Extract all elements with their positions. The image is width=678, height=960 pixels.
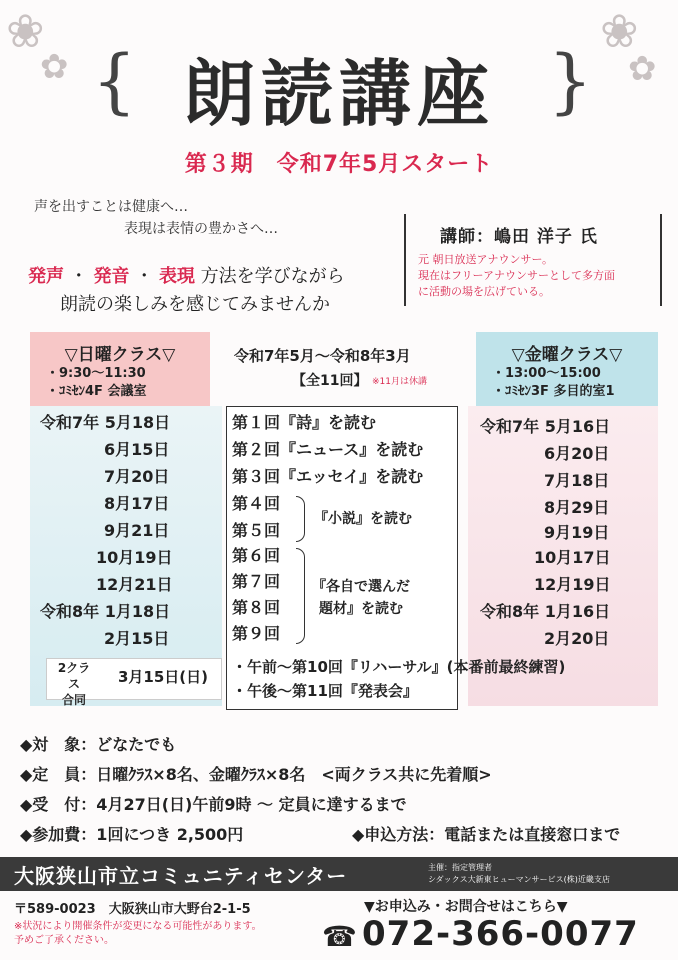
- sunday-date: 9月21日: [104, 521, 170, 540]
- group-novel-label: 『小説』を読む: [314, 511, 412, 527]
- friday-date: 2月20日: [544, 629, 610, 648]
- sunday-date: 令和7年 5月18日: [40, 413, 171, 432]
- method-voice: 発声: [28, 266, 64, 287]
- footer-note: [14, 920, 262, 948]
- friday-date: 12月19日: [534, 575, 611, 594]
- footer-note-line-1: ※状況により開催条件が変更になる可能性があります。: [14, 921, 262, 932]
- joint-label-line-2: 合同: [61, 693, 86, 707]
- organizer-line-1: 主催：指定管理者: [428, 863, 492, 872]
- final-session-pm: ・午後～第11回『発表会』: [232, 682, 418, 700]
- sunday-date: 2月15日: [104, 629, 170, 648]
- group-free-line-2: 題材』を読む: [319, 601, 403, 617]
- schedule-period: 令和7年5月～令和8年3月: [234, 347, 411, 365]
- session-item: 第２回『ニュース』を読む: [232, 440, 424, 459]
- final-session-am: ・午前～第10回『リハーサル』(本番前最終練習): [232, 658, 566, 676]
- session-item: 第３回『エッセイ』を読む: [232, 467, 424, 486]
- friday-date: 6月20日: [544, 444, 610, 463]
- sunday-class-place: ・ｺﾐｾﾝ4F 会議室: [46, 384, 147, 399]
- lecturer-name: 講師：嶋田 洋子 氏: [440, 227, 598, 247]
- lecturer-desc-line: 現在はフリーアナウンサーとして多方面: [418, 269, 616, 282]
- group-bracket: [296, 548, 305, 644]
- session-item: 第７回: [232, 572, 281, 591]
- friday-class-title: ▽金曜クラス▽: [511, 345, 623, 365]
- friday-date: 7月18日: [544, 471, 610, 490]
- friday-date: 令和8年 1月16日: [480, 602, 611, 621]
- method-pronunciation: 発音: [93, 266, 130, 287]
- sunday-date: 7月20日: [104, 467, 170, 486]
- lecturer-description: [418, 252, 658, 300]
- session-count-note: ※11月は休講: [372, 377, 427, 387]
- phone-number[interactable]: 072-366-0077: [362, 914, 639, 954]
- friday-date: 令和7年 5月16日: [480, 417, 611, 436]
- page-subtitle: 第３期 令和7年5月スタート: [184, 152, 494, 177]
- flower-decoration-icon: ❀: [6, 4, 45, 58]
- info-apply-method: ◆申込方法：電話または直接窓口まで: [352, 825, 621, 844]
- left-brace-decoration: {: [92, 40, 137, 122]
- friday-date: 8月29日: [544, 498, 610, 517]
- session-count: 【全11回】: [292, 373, 368, 389]
- flower-decoration-icon: ❀: [600, 4, 639, 58]
- group-free-label: [312, 576, 410, 620]
- methods-rest: 方法を学びながら: [200, 266, 345, 287]
- venue-address: 〒589-0023 大阪狭山市大野台2-1-5: [14, 902, 251, 917]
- friday-class-time: ・13:00～15:00: [492, 366, 601, 381]
- friday-class-header: [476, 332, 658, 406]
- friday-date: 9月19日: [544, 523, 610, 542]
- joint-session-label: [54, 660, 94, 708]
- lecturer-desc-line: 元 朝日放送アナウンサー。: [418, 253, 554, 266]
- methods-line-2: 朗読の楽しみを感じてみませんか: [60, 294, 330, 315]
- info-capacity: ◆定 員：日曜ｸﾗｽ×8名、金曜ｸﾗｽ×8名 <両クラス共に先着順>: [20, 765, 492, 784]
- venue-name: 大阪狭山市立コミュニティセンター: [14, 864, 348, 888]
- session-item: 第５回: [232, 521, 281, 540]
- page-title: 朗読講座: [182, 51, 495, 136]
- footer-note-line-2: 予めご了承ください。: [14, 935, 114, 946]
- session-item: 第６回: [232, 546, 281, 565]
- phone-icon: ☎: [322, 920, 357, 953]
- sunday-class-header: [30, 332, 210, 406]
- session-item: 第４回: [232, 494, 281, 513]
- intro-line-1: 声を出すことは健康へ…: [34, 199, 188, 215]
- sunday-date: 10月19日: [96, 548, 173, 567]
- info-fee: ◆参加費：1回につき 2,500円: [20, 825, 244, 844]
- lecturer-desc-line: に活動の場を広げている。: [418, 285, 550, 298]
- contact-label: ▼お申込み・お問合せはこちら▼: [364, 899, 568, 915]
- session-item: 第１回『詩』を読む: [232, 413, 377, 432]
- friday-date: 10月17日: [534, 548, 611, 567]
- info-reception: ◆受 付：4月27日(日)午前9時 ～ 定員に達するまで: [20, 795, 407, 814]
- sunday-date: 令和8年 1月18日: [40, 602, 171, 621]
- joint-session-date: 3月15日(日): [118, 668, 209, 686]
- flower-decoration-icon: ✿: [40, 47, 69, 87]
- method-separator: ・: [69, 266, 88, 287]
- intro-line-2: 表現は表情の豊かさへ…: [124, 221, 278, 237]
- organizer: [428, 862, 610, 886]
- right-brace-decoration: }: [548, 40, 593, 122]
- session-item: 第８回: [232, 598, 281, 617]
- friday-class-place: ・ｺﾐｾﾝ3F 多目的室1: [492, 384, 615, 399]
- method-separator: ・: [135, 266, 154, 287]
- sunday-class-title: ▽日曜クラス▽: [64, 345, 176, 365]
- session-item: 第９回: [232, 624, 281, 643]
- flower-decoration-icon: ✿: [628, 49, 657, 89]
- method-expression: 表現: [158, 266, 195, 287]
- sunday-class-time: ・9:30～11:30: [46, 366, 146, 381]
- sunday-date: 12月21日: [96, 575, 173, 594]
- joint-label-line-1: 2クラス: [57, 661, 91, 691]
- organizer-line-2: シダックス大新東ヒューマンサービス(株)近畿支店: [428, 875, 610, 884]
- methods-line-1: [28, 262, 345, 288]
- group-free-line-1: 『各自で選んだ: [312, 579, 410, 595]
- group-bracket: [296, 496, 305, 542]
- sunday-date: 8月17日: [104, 494, 170, 513]
- info-target: ◆対 象：どなたでも: [20, 735, 177, 754]
- sunday-date: 6月15日: [104, 440, 170, 459]
